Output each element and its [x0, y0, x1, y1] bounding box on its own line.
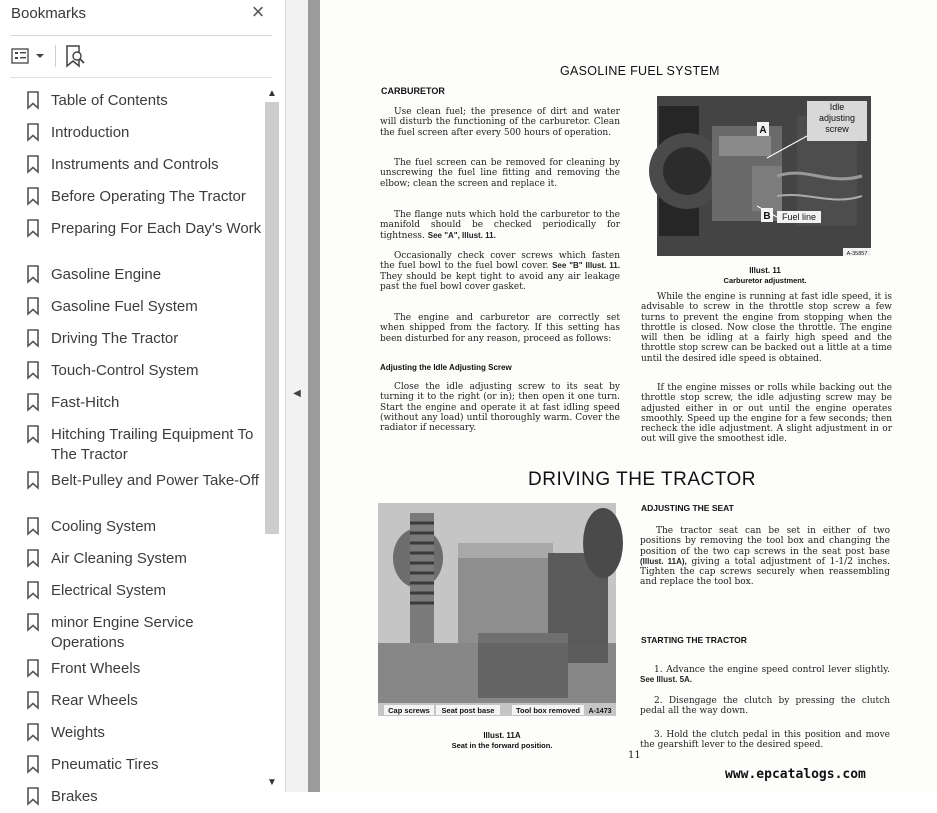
- bookmarks-title: Bookmarks: [11, 5, 87, 22]
- document-page: [320, 0, 937, 792]
- bookmark-label: minor Engine Service Operations: [51, 614, 194, 651]
- find-bookmark-button[interactable]: [63, 43, 87, 69]
- options-menu-button[interactable]: [10, 45, 48, 67]
- bookmark-item[interactable]: [0, 149, 264, 181]
- bookmark-item[interactable]: [0, 653, 264, 685]
- collapse-panel-icon[interactable]: ◀: [293, 388, 301, 399]
- illust-11-label-b: B: [763, 211, 771, 222]
- illust-11-caption: [710, 266, 820, 286]
- illust-11-label-a: A: [759, 125, 767, 136]
- starting-step-3: 3. Hold the clutch pedal in this position and move the gearshift lever to the desired speed.: [640, 730, 890, 751]
- bookmark-item[interactable]: [0, 387, 264, 419]
- scroll-down-icon[interactable]: ▼: [267, 777, 277, 788]
- bookmark-label: Gasoline Engine: [51, 266, 162, 283]
- panel-splitter[interactable]: [286, 0, 308, 792]
- carburetor-paragraph-1: Use clean fuel; the presence of dirt and water will disturb the functioning of the carburetor. Clean the fuel screen after every 500 hours of operation.: [380, 107, 620, 138]
- illust-11-text: Carburetor adjustment.: [723, 276, 807, 285]
- bookmark-item[interactable]: [0, 749, 264, 781]
- bookmark-label: Fast-Hitch: [51, 394, 120, 411]
- list-options-icon: [10, 45, 48, 67]
- adjusting-seat-paragraph: [640, 526, 890, 588]
- bookmark-icon: [27, 581, 39, 599]
- toolbar-separator: [55, 45, 56, 67]
- carburetor-heading: CARBURETOR: [381, 86, 445, 96]
- adjusting-seat-text: The tractor seat can be set in either of two positions by removing the tool box and changing the position of the two cap screws in the seat post base: [640, 526, 890, 557]
- illust-11a-label-cap-screws: Cap screws: [388, 706, 430, 715]
- bookmark-label: Driving The Tractor: [51, 330, 179, 347]
- bookmark-label: Introduction: [51, 124, 130, 141]
- carburetor-paragraph-4-end: They should be kept tight to avoid any air leakage past the fuel bowl cover gasket.: [380, 271, 620, 292]
- bookmark-icon: [27, 549, 39, 567]
- bookmark-item[interactable]: [0, 717, 264, 749]
- illust-11-code: A-35857: [846, 251, 868, 257]
- illust-11-label-idle: Idle: [829, 102, 845, 112]
- bookmark-item[interactable]: [0, 465, 264, 511]
- bookmark-icon: [27, 517, 39, 535]
- page-number: 11: [628, 750, 641, 761]
- illust-11-number: Illust. 11: [749, 266, 781, 275]
- scroll-up-icon[interactable]: ▲: [267, 88, 277, 99]
- bookmark-icon: [27, 123, 39, 141]
- starting-step-1: [640, 665, 890, 686]
- bookmarks-panel: [0, 0, 286, 805]
- bookmark-label: Front Wheels: [51, 660, 141, 677]
- bookmark-scrollbar[interactable]: [264, 86, 280, 792]
- bookmark-icon: [27, 187, 39, 205]
- bookmark-icon: [27, 659, 39, 677]
- bookmark-item[interactable]: [0, 117, 264, 149]
- bookmark-label: Preparing For Each Day's Work: [51, 220, 262, 237]
- find-bookmark-icon: [63, 43, 87, 69]
- bookmark-item[interactable]: [0, 355, 264, 387]
- idle-screw-paragraph: Close the idle adjusting screw to its seat by turning it to the right (or in); then open it one turn. Start the engine and operate it at fast idling speed (without any load) until thoroughly warm. Cover the radiator if necessary.: [380, 382, 620, 434]
- bookmark-item[interactable]: [0, 781, 264, 813]
- driving-the-tractor-title: DRIVING THE TRACTOR: [528, 469, 757, 490]
- bookmark-item[interactable]: [0, 511, 264, 543]
- idle-speed-paragraph-1: While the engine is running at fast idle speed, it is advisable to screw in the throttle stop screw a few turns to prevent the engine from stopping when the throttle is closed. Now close the throttle. The engine will then be idling at a fairly high speed and the throttle stop screw can be backed out a little at a time until the desired idle speed is obtained.: [641, 292, 892, 364]
- bookmark-item[interactable]: [0, 419, 264, 465]
- bookmark-item[interactable]: [0, 543, 264, 575]
- bookmark-icon: [27, 425, 39, 443]
- close-icon[interactable]: ×: [251, 0, 265, 24]
- seat-photo: [378, 503, 616, 716]
- starting-step-1-text: 1. Advance the engine speed control lever slightly.: [654, 665, 890, 675]
- bookmark-label: Weights: [51, 724, 105, 741]
- bookmark-label: Touch-Control System: [51, 362, 199, 379]
- illust-11-reference-b: See "B" Illust. 11.: [552, 261, 620, 271]
- watermark: www.epcatalogs.com: [725, 767, 866, 782]
- adjusting-seat-heading: ADJUSTING THE SEAT: [641, 503, 734, 513]
- header-divider: [10, 35, 272, 36]
- bookmark-icon: [27, 393, 39, 411]
- illust-11a-label-tool-box: Tool box removed: [515, 706, 581, 715]
- page-title: GASOLINE FUEL SYSTEM: [560, 64, 720, 78]
- bookmark-icon: [27, 361, 39, 379]
- bookmark-label: Before Operating The Tractor: [51, 188, 246, 205]
- bookmark-label: Hitching Trailing Equipment To The Tractor: [51, 426, 254, 463]
- bookmarks-toolbar: [0, 40, 286, 72]
- bookmark-icon: [27, 787, 39, 805]
- bookmark-item[interactable]: [0, 259, 264, 291]
- idle-screw-heading: Adjusting the Idle Adjusting Screw: [380, 363, 512, 372]
- bookmark-icon: [27, 155, 39, 173]
- idle-speed-paragraph-2: If the engine misses or rolls while backing out the throttle stop screw, the idle adjusting screw may be adjusted either in or out until the engine operates smoothly. Speed up the engine for a few seconds; then recheck the idle adjustment. A slight adjustment in or out will give the smoothest idle.: [641, 383, 892, 445]
- illust-11-label-adjusting: adjusting: [818, 113, 856, 123]
- bookmarks-header: [0, 0, 286, 30]
- bookmark-item[interactable]: [0, 213, 264, 259]
- illust-11-reference-a: See "A", Illust. 11.: [427, 230, 496, 240]
- bookmark-label: Pneumatic Tires: [51, 756, 159, 773]
- illust-11a-number: Illust. 11A: [483, 731, 521, 740]
- carburetor-paragraph-5: The engine and carburetor are correctly set when shipped from the factory. If this setting has been disturbed for any reason, proceed as follows:: [380, 313, 620, 344]
- bookmark-label: Brakes: [51, 788, 98, 805]
- illust-11a-reference: (Illust. 11A),: [640, 556, 687, 566]
- illust-11-label-fuel-line: Fuel line: [781, 212, 817, 222]
- bookmark-icon: [27, 613, 39, 631]
- carburetor-paragraph-4: [380, 251, 620, 292]
- bookmark-label: Instruments and Controls: [51, 156, 219, 173]
- bookmark-label: Air Cleaning System: [51, 550, 187, 567]
- bookmark-item[interactable]: [0, 323, 264, 355]
- bookmark-label: Table of Contents: [51, 92, 168, 109]
- starting-tractor-heading: STARTING THE TRACTOR: [641, 635, 747, 645]
- bookmark-icon: [27, 691, 39, 709]
- carburetor-paragraph-3-text: The flange nuts which hold the carburetor to the manifold should be checked periodically for tightness.: [380, 210, 620, 241]
- carburetor-paragraph-4-text: Occasionally check cover screws which fasten the fuel bowl to the fuel bowl cover.: [380, 251, 620, 272]
- bookmark-label: Cooling System: [51, 518, 157, 535]
- illust-11a-text: Seat in the forward position.: [451, 741, 553, 750]
- bookmark-icon: [27, 723, 39, 741]
- starting-step-2: 2. Disengage the clutch by pressing the clutch pedal all the way down.: [640, 696, 890, 717]
- carburetor-photo: [657, 96, 871, 256]
- bookmark-label: Electrical System: [51, 582, 167, 599]
- illust-5a-reference: See Illust. 5A.: [640, 675, 693, 685]
- bookmark-icon: [27, 219, 39, 237]
- carburetor-paragraph-3: [380, 210, 620, 241]
- illust-11a-caption: [432, 731, 572, 751]
- bookmark-item[interactable]: [0, 181, 264, 213]
- bookmark-label: Rear Wheels: [51, 692, 138, 709]
- bookmark-icon: [27, 755, 39, 773]
- bookmark-icon: [27, 91, 39, 109]
- bookmark-icon: [27, 297, 39, 315]
- scroll-thumb[interactable]: [265, 102, 279, 534]
- illust-11a-code: A-1473: [588, 708, 612, 715]
- bookmark-item[interactable]: [0, 291, 264, 323]
- bookmark-icon: [27, 471, 39, 489]
- bookmark-list: [0, 85, 264, 805]
- bookmark-label: Belt-Pulley and Power Take-Off: [51, 472, 259, 489]
- carburetor-paragraph-2: The fuel screen can be removed for cleaning by unscrewing the fuel line fitting and removing the elbow; clean the screen and replace it.: [380, 158, 620, 189]
- bookmark-icon: [27, 329, 39, 347]
- bookmark-item[interactable]: [0, 85, 264, 117]
- bookmark-item[interactable]: [0, 575, 264, 607]
- adjusting-seat-text-end: giving a total adjustment of 1-1/2 inches. Tighten the cap screws securely when reassembling and replace the tool box.: [640, 556, 890, 588]
- bookmark-icon: [27, 265, 39, 283]
- bookmark-label: Gasoline Fuel System: [51, 298, 198, 315]
- illust-11a-label-seat-post: Seat post base: [441, 706, 495, 715]
- bookmark-item[interactable]: [0, 685, 264, 717]
- viewer-gutter: [308, 0, 320, 792]
- bookmark-item[interactable]: [0, 607, 264, 653]
- illust-11-label-screw: screw: [825, 124, 849, 134]
- toolbar-divider: [10, 77, 272, 78]
